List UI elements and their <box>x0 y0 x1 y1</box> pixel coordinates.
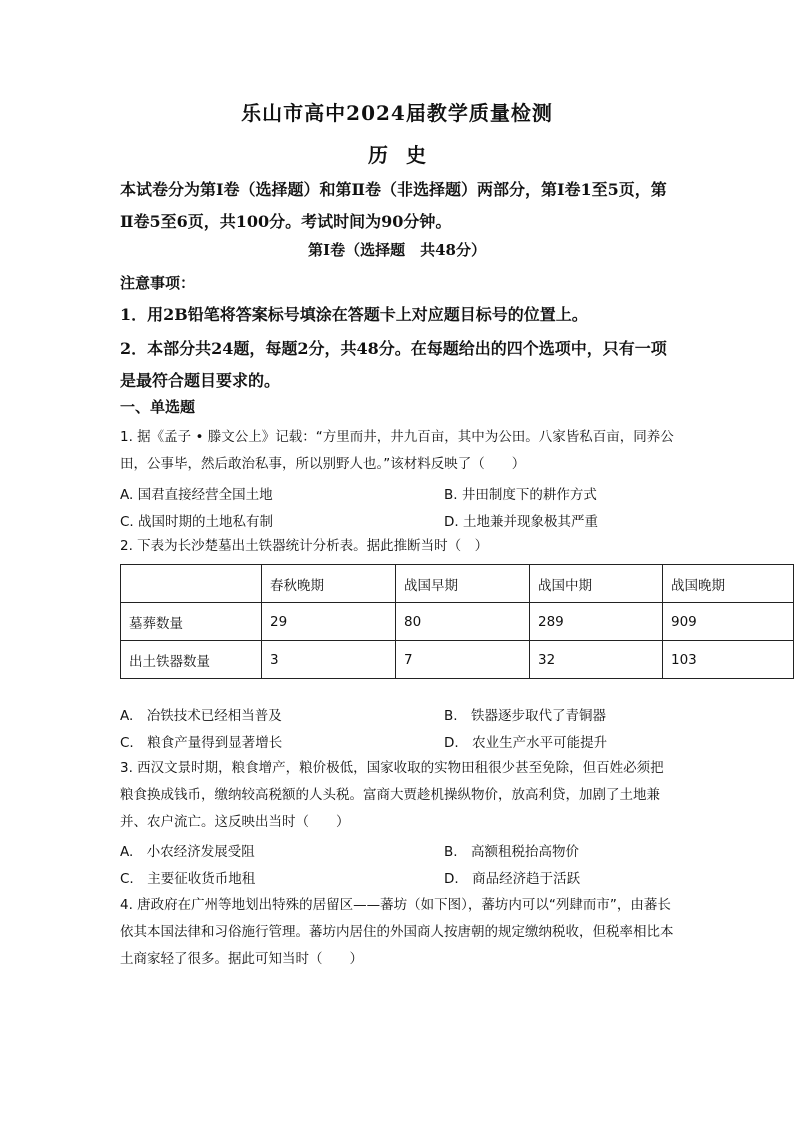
table-cell: 32 <box>530 641 663 679</box>
question-1-option-c: C. 战国时期的土地私有制 <box>120 514 274 530</box>
table-cell: 墓葬数量 <box>121 603 262 641</box>
iron-artifacts-table <box>120 564 794 679</box>
table-row <box>121 641 794 679</box>
subject-title: 历史 <box>368 143 444 167</box>
note-item-1: 1．用2B铅笔将答案标号填涂在答题卡上对应题目标号的位置上。 <box>120 305 588 324</box>
question-2-stem: 2. 下表为长沙楚墓出土铁器统计分析表。据此推断当时（ ） <box>120 538 489 554</box>
question-3-option-a: A. 小农经济发展受阻 <box>120 844 255 860</box>
table-cell: 7 <box>396 641 530 679</box>
table-cell: 289 <box>530 603 663 641</box>
question-2-option-d: D. 农业生产水平可能提升 <box>444 735 608 751</box>
question-3-stem: 3. 西汉文景时期，粮食增产，粮价极低，国家收取的实物田租很少甚至免除，但百姓必须把粮食换成钱币，缴纳较高税额的人头税。富商大贾趁机操纵物价，放高利贷，加剧了土地兼并、农户流亡。这反映出当时（ ） <box>120 760 664 830</box>
table-cell: 出土铁器数量 <box>121 641 262 679</box>
question-2-option-b: B. 铁器逐步取代了青铜器 <box>444 708 607 724</box>
table-cell: 103 <box>663 641 794 679</box>
section-heading: 一、单选题 <box>120 398 196 416</box>
notes-heading: 注意事项： <box>120 274 196 292</box>
question-1-option-b: B. 井田制度下的耕作方式 <box>444 487 597 503</box>
table-header-row <box>121 565 794 603</box>
question-1-option-a: A. 国君直接经营全国土地 <box>120 487 273 503</box>
table-header-cell: 战国早期 <box>396 565 530 603</box>
part-heading: 第Ⅰ卷（选择题 共48分） <box>308 241 486 259</box>
question-3-option-b: B. 高额租税抬高物价 <box>444 844 580 860</box>
question-3-option-d: D. 商品经济趋于活跃 <box>444 871 581 887</box>
table-cell: 909 <box>663 603 794 641</box>
table-cell: 3 <box>262 641 396 679</box>
table-header-cell: 战国中期 <box>530 565 663 603</box>
table-cell: 29 <box>262 603 396 641</box>
question-2-option-c: C. 粮食产量得到显著增长 <box>120 735 283 751</box>
question-1-option-d: D. 土地兼并现象极其严重 <box>444 514 598 530</box>
table-header-cell <box>121 565 262 603</box>
note-item-2: 2．本部分共24题，每题2分，共48分。在每题给出的四个选项中，只有一项是最符合题目要求的。 <box>120 339 667 390</box>
question-1-stem: 1. 据《孟子 • 滕文公上》记载：“方里而井，井九百亩，其中为公田。八家皆私百亩，同养公田，公事毕，然后敢治私事，所以别野人也。”该材料反映了（ ） <box>120 429 674 472</box>
exam-intro: 本试卷分为第Ⅰ卷（选择题）和第Ⅱ卷（非选择题）两部分，第Ⅰ卷1至5页，第Ⅱ卷5至6页，共100分。考试时间为90分钟。 <box>120 180 667 231</box>
question-4-stem: 4. 唐政府在广州等地划出特殊的居留区——蕃坊（如下图），蕃坊内可以“列肆而市”，由蕃长依其本国法律和习俗施行管理。蕃坊内居住的外国商人按唐朝的规定缴纳税收，但税率相比本土商家轻了很多。据此可知当时（ ） <box>120 897 674 967</box>
question-2-option-a: A. 冶铁技术已经相当普及 <box>120 708 282 724</box>
question-3-option-c: C. 主要征收货币地租 <box>120 871 256 887</box>
table-row <box>121 603 794 641</box>
table-header-cell: 春秋晚期 <box>262 565 396 603</box>
exam-title: 乐山市高中2024届教学质量检测 <box>241 101 553 125</box>
table-cell: 80 <box>396 603 530 641</box>
table-header-cell: 战国晚期 <box>663 565 794 603</box>
